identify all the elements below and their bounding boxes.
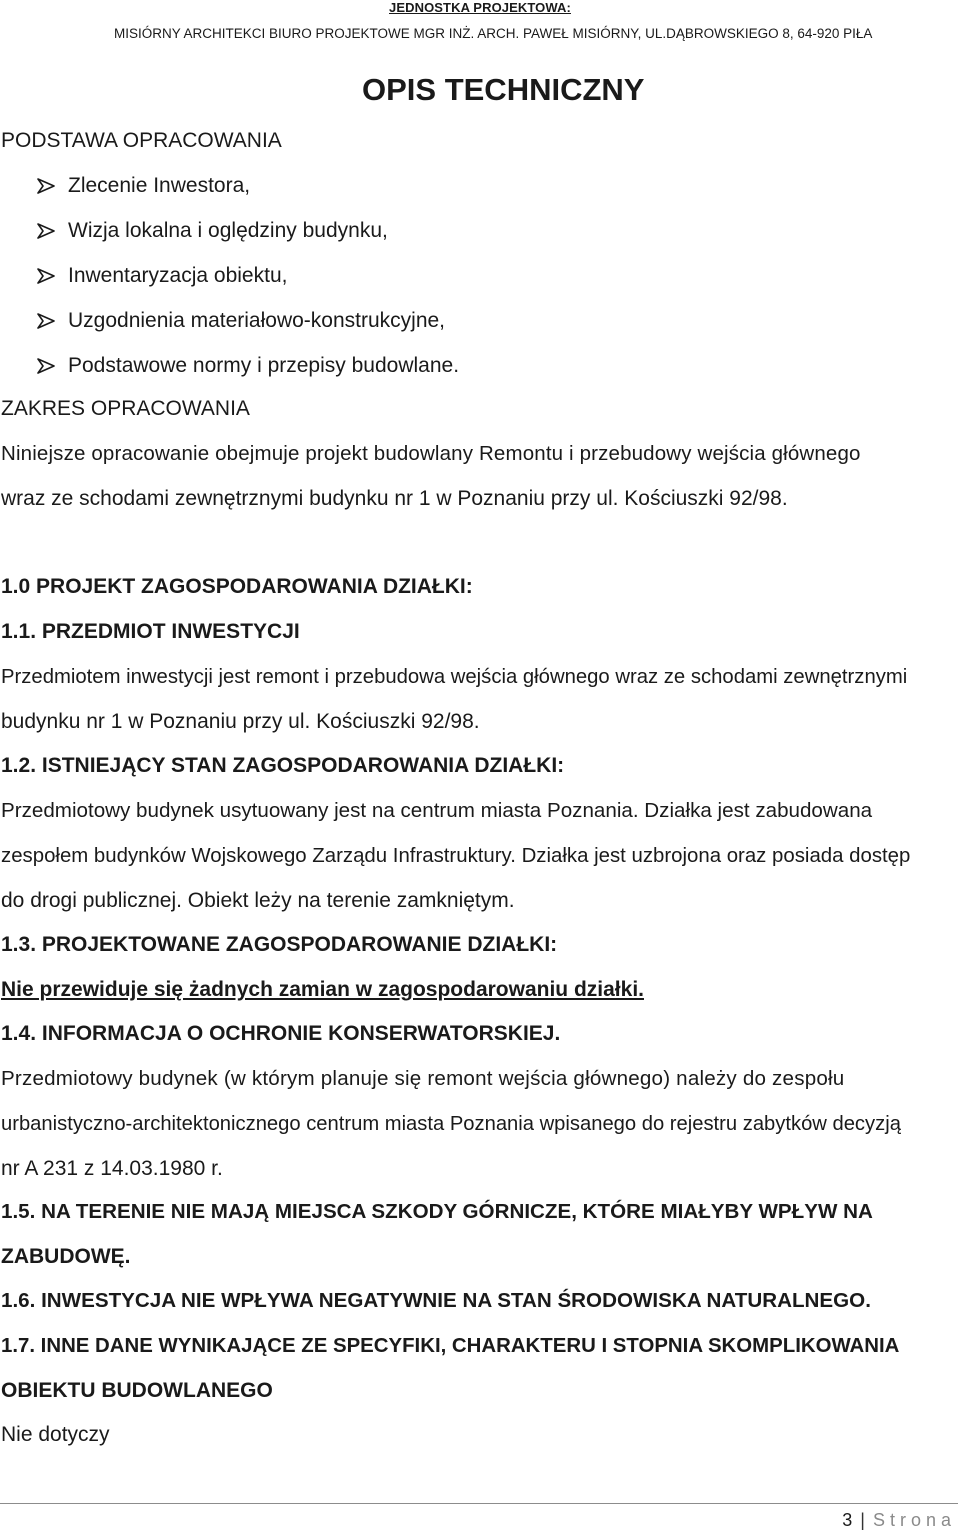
page-footer — [842, 1510, 956, 1531]
basis-item-text: Inwentaryzacja obiektu, — [68, 264, 288, 287]
basis-list-item — [36, 219, 388, 243]
paragraph-line: Przedmiotowy budynek (w którym planuje się remont wejścia głównego) należy do zespołu — [1, 1067, 845, 1090]
arrowhead-bullet-icon — [36, 313, 56, 329]
basis-item-text: Zlecenie Inwestora, — [68, 174, 251, 197]
basis-list-item — [36, 354, 459, 378]
paragraph-line: do drogi publicznej. Obiekt leży na terenie zamkniętym. — [1, 889, 515, 912]
paragraph-line: Nie dotyczy — [1, 1423, 110, 1446]
basis-item-text: Uzgodnienia materiałowo-konstrukcyjne, — [68, 309, 446, 332]
scope-text-line: wraz ze schodami zewnętrznymi budynku nr 1 w Poznaniu przy ul. Kościuszki 92/98. — [1, 487, 788, 510]
paragraph-line: Przedmiotem inwestycji jest remont i przebudowa wejścia głównego wraz ze schodami zewnętrznymi — [1, 666, 908, 688]
basis-list-item — [36, 309, 445, 333]
paragraph-line: Przedmiotowy budynek usytuowany jest na centrum miasta Poznania. Działka jest zabudowana — [1, 799, 873, 822]
subsection-heading: 1.4. INFORMACJA O OCHRONIE KONSERWATORSKIEJ. — [1, 1022, 561, 1045]
page-number: 3 — [842, 1510, 853, 1530]
paragraph-line: Nie przewiduje się żadnych zamian w zagospodarowaniu działki. — [1, 978, 644, 1001]
subsection-heading-continued: ZABUDOWĘ. — [1, 1245, 131, 1268]
basis-list-item — [36, 174, 250, 198]
subsection-heading: 1.2. ISTNIEJĄCY STAN ZAGOSPODAROWANIA DZIAŁKI: — [1, 754, 565, 777]
footer-divider — [0, 1503, 958, 1504]
subsection-heading: 1.6. INWESTYCJA NIE WPŁYWA NEGATYWNIE NA STAN ŚRODOWISKA NATURALNEGO. — [1, 1289, 871, 1312]
subsection-heading: 1.5. NA TERENIE NIE MAJĄ MIEJSCA SZKODY GÓRNICZE, KTÓRE MIAŁYBY WPŁYW NA — [1, 1200, 873, 1223]
subsection-heading: 1.7. INNE DANE WYNIKAJĄCE ZE SPECYFIKI, CHARAKTERU I STOPNIA SKOMPLIKOWANIA — [1, 1335, 900, 1357]
paragraph-line: urbanistyczno-architektonicznego centrum miasta Poznania wpisanego do rejestru zabytków decyzją — [1, 1113, 901, 1135]
section-heading: 1.0 PROJEKT ZAGOSPODAROWANIA DZIAŁKI: — [1, 575, 473, 598]
paragraph-line: zespołem budynków Wojskowego Zarządu Infrastruktury. Działka jest uzbrojona oraz posiada dostęp — [1, 845, 911, 867]
subsection-heading: 1.3. PROJEKTOWANE ZAGOSPODAROWANIE DZIAŁKI: — [1, 933, 558, 956]
office-address: MISIÓRNY ARCHITEKCI BIURO PROJEKTOWE MGR INŻ. ARCH. PAWEŁ MISIÓRNY, UL.DĄBROWSKIEGO 8, 64-920 PIŁA — [114, 26, 873, 41]
arrowhead-bullet-icon — [36, 358, 56, 374]
arrowhead-bullet-icon — [36, 268, 56, 284]
basis-item-text: Wizja lokalna i oględziny budynku, — [68, 219, 388, 242]
subsection-heading-continued: OBIEKTU BUDOWLANEGO — [1, 1379, 273, 1402]
document-title: OPIS TECHNICZNY — [362, 72, 645, 107]
paragraph-line: budynku nr 1 w Poznaniu przy ul. Kościuszki 92/98. — [1, 710, 480, 733]
basis-heading: PODSTAWA OPRACOWANIA — [1, 129, 282, 152]
paragraph-line: nr A 231 z 14.03.1980 r. — [1, 1157, 223, 1180]
basis-item-text: Podstawowe normy i przepisy budowlane. — [68, 354, 460, 377]
subsection-heading: 1.1. PRZEDMIOT INWESTYCJI — [1, 620, 300, 643]
basis-list-item — [36, 264, 287, 288]
design-unit-label: JEDNOSTKA PROJEKTOWA: — [389, 0, 571, 15]
scope-heading: ZAKRES OPRACOWANIA — [1, 397, 250, 420]
footer-separator: | — [860, 1510, 865, 1530]
scope-text-line: Niniejsze opracowanie obejmuje projekt budowlany Remontu i przebudowy wejścia głównego — [1, 442, 861, 465]
arrowhead-bullet-icon — [36, 223, 56, 239]
arrowhead-bullet-icon — [36, 178, 56, 194]
page-word: Strona — [872, 1510, 956, 1530]
